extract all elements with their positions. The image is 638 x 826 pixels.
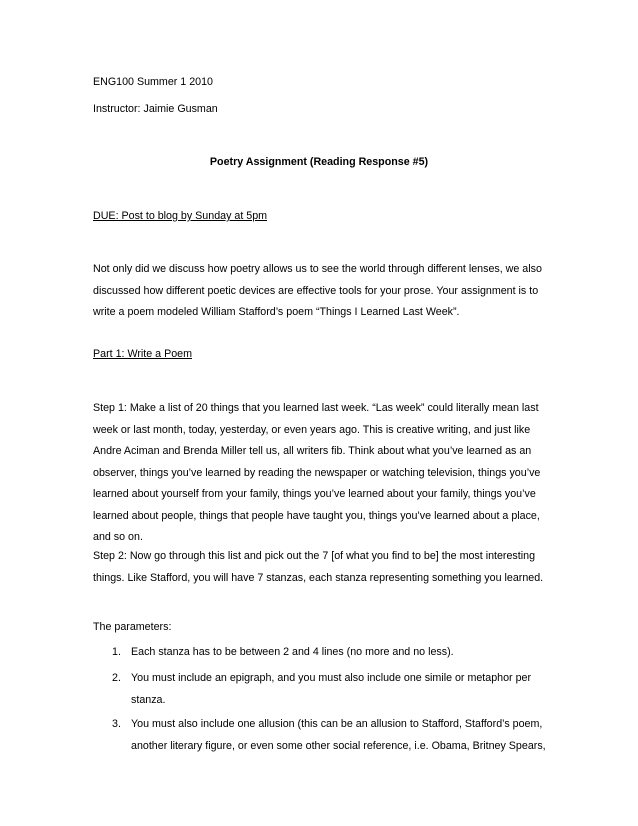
assignment-title: Poetry Assignment (Reading Response #5) [209,156,429,168]
course-line: ENG100 Summer 1 2010 [93,76,213,88]
intro-paragraph: Not only did we discuss how poetry allows us to see the world through different lenses, we also discussed how different poetic devices are effective tools for your prose. Your assignment is to write a poem modeled William Stafford’s poem “Things I Learned Last Week”. [93,263,542,318]
parameter-number: 1. [112,646,121,658]
parameter-text: Each stanza has to be between 2 and 4 lines (no more and no less). [131,646,454,658]
parameters-heading: The parameters: [93,621,172,633]
parameter-number: 2. [112,672,121,684]
parameter-item [112,668,548,711]
instructor-line: Instructor: Jaimie Gusman [93,103,218,115]
step1-paragraph: Step 1: Make a list of 20 things that you learned last week. “Las week” could literally mean last week or last month, today, yesterday, or even years ago. This is creative writing, and just like Andre Aciman and Brenda Miller tell us, all writers fib. Think about what you’ve learned as an observer, things you’ve learned by reading the newspaper or watching television, things you’ve learned about yourself from your family, things you’ve learned about your family, things you’ve learned about people, things that people have taught you, things you’ve learned about a place, and so on. [93,402,541,543]
parameter-item [112,642,548,664]
parameter-item [112,714,548,757]
parameter-text: You must include an epigraph, and you must also include one simile or metaphor per stanza. [131,672,532,706]
part1-heading: Part 1: Write a Poem [93,348,192,360]
parameter-text: You must also include one allusion (this can be an allusion to Stafford, Stafford’s poem, another literary figure, or even some other social reference, i.e. Obama, Britney Spears, [131,718,546,752]
due-line: DUE: Post to blog by Sunday at 5pm [93,210,268,222]
step2-paragraph: Step 2: Now go through this list and pick out the 7 [of what you find to be] the most interesting things. Like Stafford, you will have 7 stanzas, each stanza representing something you learned. [93,550,544,584]
parameter-number: 3. [112,718,121,730]
